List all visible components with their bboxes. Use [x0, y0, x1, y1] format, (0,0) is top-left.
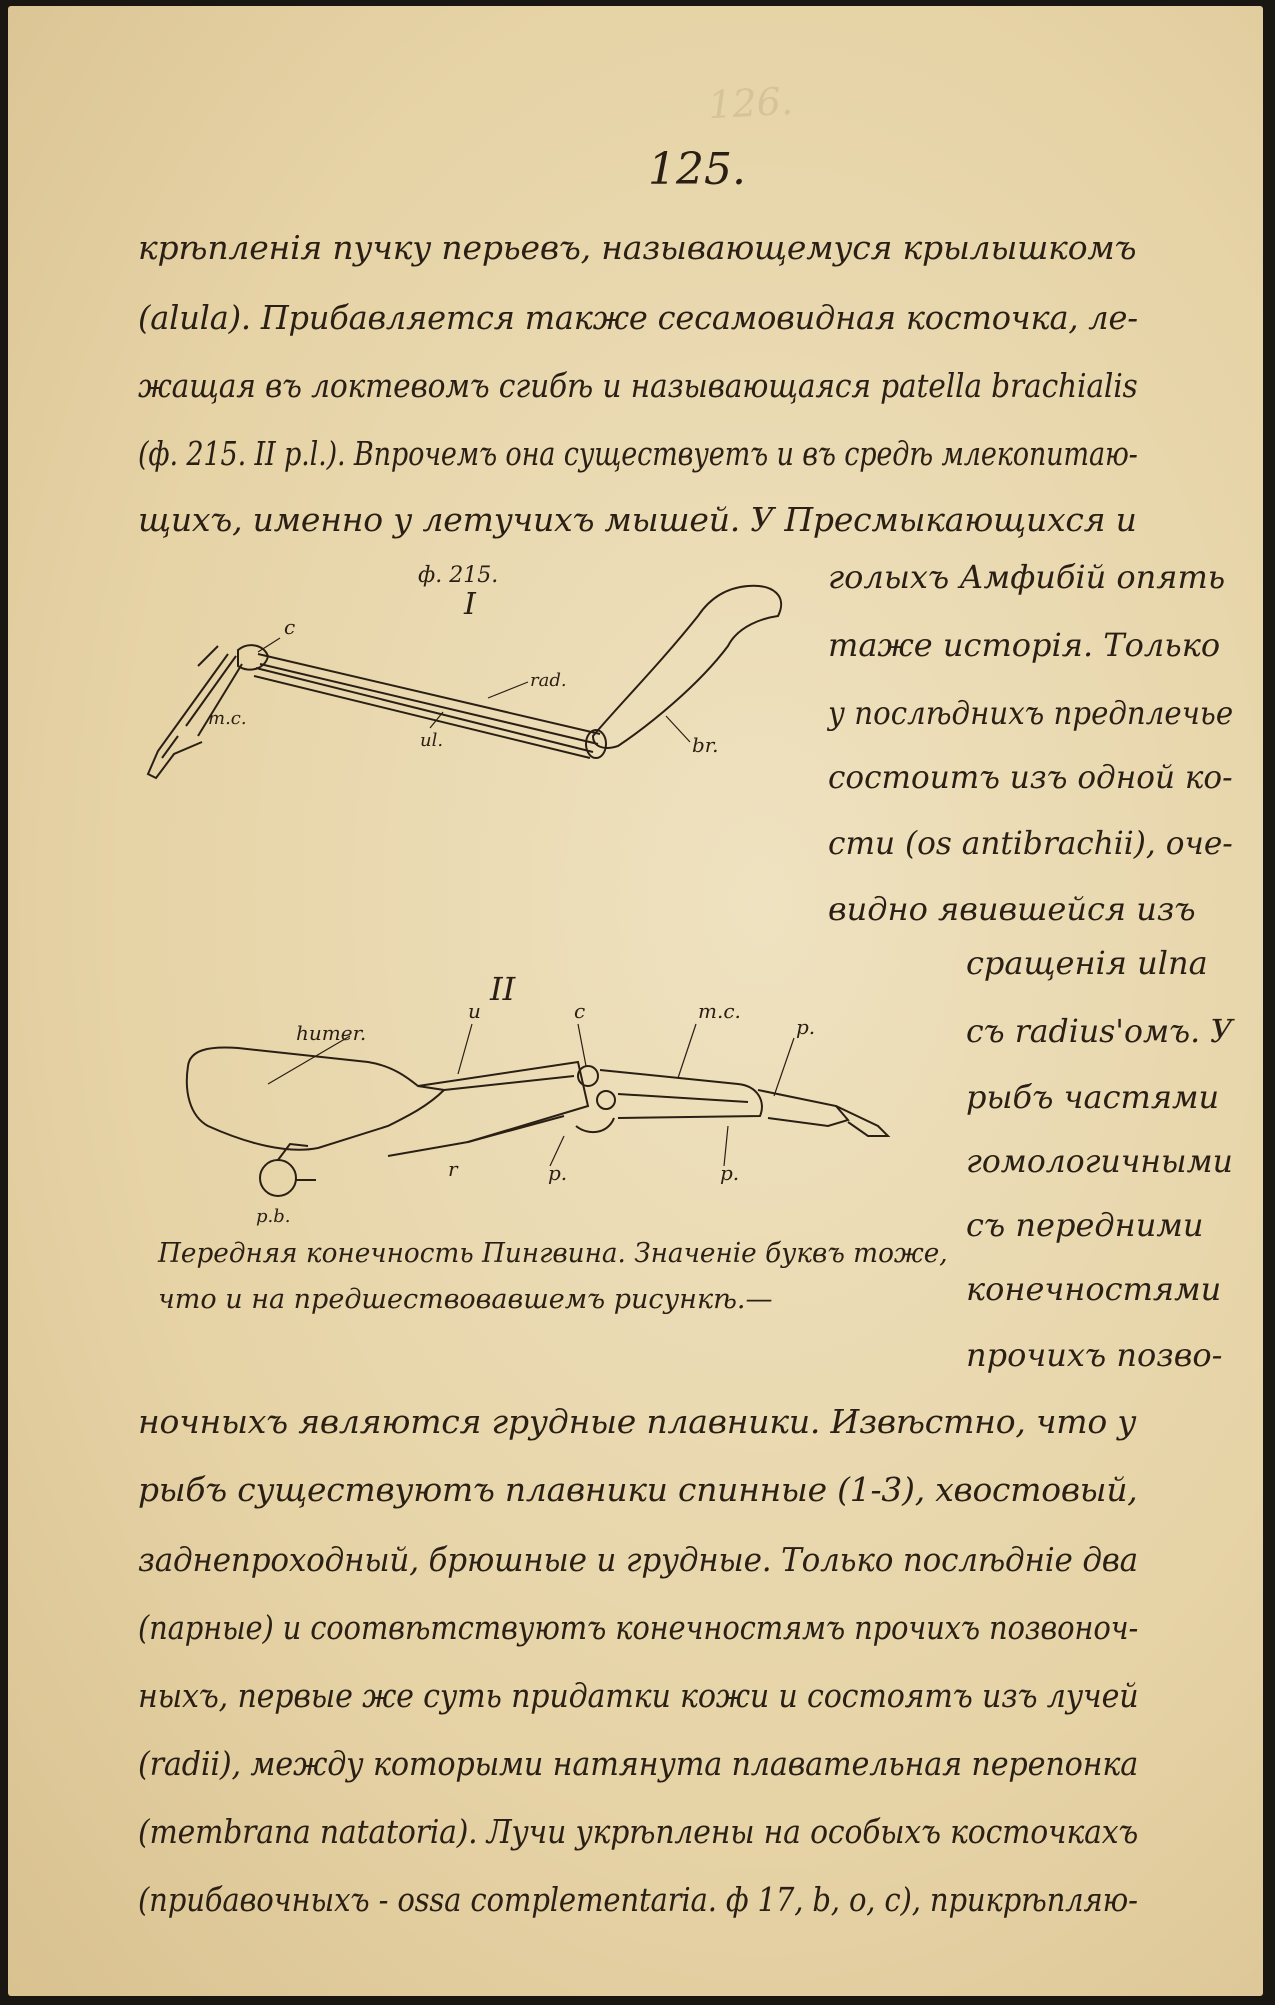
side-text-line: сращенія ulna [966, 944, 1208, 982]
fig2-label-p-right: p. [720, 1161, 740, 1185]
text-line: жащая въ локтевомъ сгибѣ и называющаяся patella brachialis [138, 366, 1138, 405]
fig1-label-br: br. [692, 733, 719, 757]
side-text-line: сти (os antibrachii), оче- [828, 824, 1233, 862]
text-line: крѣпленія пучку перьевъ, называющемуся крылышкомъ [138, 228, 1137, 267]
side-text-line: состоитъ изъ одной ко- [828, 758, 1233, 796]
fig2-label-pb: p.b. [256, 1206, 291, 1227]
text-line: ныхъ, первые же суть придатки кожи и состоятъ изъ лучей [138, 1676, 1139, 1715]
side-text-line: конечностями [966, 1270, 1222, 1308]
fig2-label-p-top: p. [796, 1015, 816, 1039]
text-line: (парные) и соотвѣтствуютъ конечностямъ прочихъ позвоноч- [138, 1608, 1139, 1647]
fig2-label-p-mid: p. [548, 1161, 568, 1185]
text-line: щихъ, именно у летучихъ мышей. У Пресмыкающихся и [138, 500, 1137, 539]
manuscript-page [8, 6, 1263, 1996]
figure-caption-line: что и на предшествовавшемъ рисункѣ.— [158, 1284, 773, 1315]
figure-1-numeral: I [464, 587, 476, 622]
fig1-label-ul: ul. [420, 730, 444, 751]
figure-2-numeral: II [490, 970, 516, 1008]
text-line: (ф. 215. II p.l.). Впрочемъ она существуетъ и въ средѣ млекопитаю- [138, 434, 1138, 473]
fig2-label-mc: m.c. [698, 999, 741, 1023]
side-text-line: съ передними [966, 1206, 1204, 1244]
side-text-line: гомологичными [966, 1142, 1233, 1180]
fig2-label-u: u [468, 999, 481, 1023]
fig1-label-mc: m.c. [208, 708, 247, 729]
fig1-label-c: c [284, 615, 296, 639]
text-line: (прибавочныхъ - ossa complementaria. ф 17, b, o, c), прикрѣпляю- [138, 1880, 1138, 1919]
figure-1-title: ф. 215. [418, 563, 499, 588]
side-text-line: съ radius'омъ. У [966, 1012, 1233, 1050]
figure-caption-line: Передняя конечность Пингвина. Значеніе буквъ тоже, [158, 1238, 948, 1269]
ghost-page-number: 126. [707, 78, 794, 128]
page-number: 125. [648, 144, 746, 195]
text-line: (membrana natatoria). Лучи укрѣплены на особыхъ косточкахъ [138, 1812, 1139, 1851]
figure-1-drawing [138, 546, 818, 806]
figure-2-drawing [168, 966, 888, 1236]
text-line: (radii), между которыми натянута плавательная перепонка [138, 1744, 1139, 1783]
side-text-line: видно явившейся изъ [828, 890, 1196, 928]
side-text-line: прочихъ позво- [966, 1336, 1223, 1374]
side-text-line: у послѣднихъ предплечье [828, 694, 1234, 732]
fig2-label-c: c [574, 999, 586, 1023]
side-text-line: голыхъ Амфибій опять [828, 558, 1226, 596]
side-text-line: рыбъ частями [966, 1078, 1220, 1116]
fig1-label-rad: rad. [530, 670, 567, 691]
text-line: ночныхъ являются грудные плавники. Извѣстно, что у [138, 1402, 1137, 1441]
text-line: (alula). Прибавляется также сесамовидная косточка, ле- [138, 298, 1138, 337]
fig2-label-r: r [448, 1157, 458, 1181]
text-line: заднепроходный, брюшные и грудные. Только послѣдніе два [138, 1540, 1138, 1579]
text-line: рыбъ существуютъ плавники спинные (1-3), хвостовый, [138, 1470, 1138, 1509]
fig2-label-humer: humer. [296, 1021, 367, 1045]
side-text-line: таже исторія. Только [828, 626, 1221, 664]
